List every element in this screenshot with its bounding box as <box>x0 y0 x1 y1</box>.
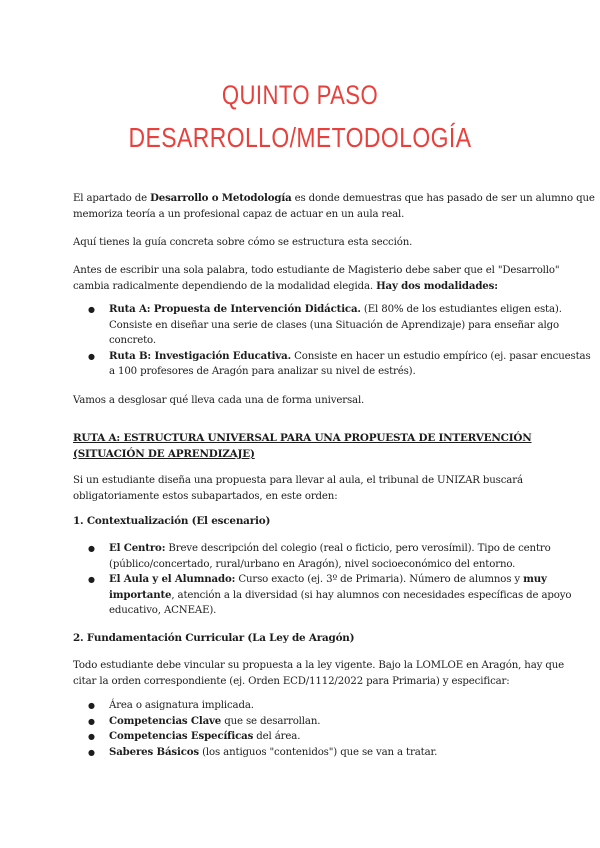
section-2-list <box>73 698 535 760</box>
modalities-list <box>73 302 591 380</box>
list-item: ● Ruta A: Propuesta de Intervención Didáctica. (El 80% de los estudiantes eligen esta). Consiste en diseñar una serie de clases (una Situación de Aprendizaje) para enseñar algo concreto. <box>73 302 535 349</box>
list-item: ● Área o asignatura implicada. <box>73 698 535 714</box>
route-a-intro: Si un estudiante diseña una propuesta para llevar al aula, el tribunal de UNIZAR buscará obligatoriamente estos subapartados, en este orden: <box>73 475 523 502</box>
breakdown-paragraph: Vamos a desglosar qué lleva cada una de forma universal. <box>73 395 365 406</box>
list-item: ● Ruta B: Investigación Educativa. Consiste en hacer un estudio empírico (ej. pasar encuestas a 100 profesores de Aragón para analizar su nivel de estrés). <box>73 349 535 380</box>
intro-paragraph-2: Aquí tienes la guía concreta sobre cómo se estructura esta sección. <box>73 237 413 248</box>
list-item: ● El Centro: Breve descripción del colegio (real o ficticio, pero verosímil). Tipo de centro (público/concertado, rural/urbano en Aragón), nivel socioeconómico del entorno. <box>73 541 535 572</box>
list-item: ● Competencias Específicas del área. <box>73 729 535 745</box>
section-1-heading: 1. Contextualización (El escenario) <box>73 515 271 527</box>
page-title: QUINTO PASO <box>221 80 379 110</box>
section-1-list <box>73 541 572 619</box>
list-item: ● El Aula y el Alumnado: Curso exacto (ej. 3º de Primaria). Número de alumnos y muy importante, atención a la diversidad (si hay alumnos con necesidades específicas de apoyo educativo, ACNEAE). <box>73 572 535 619</box>
section-2-heading: 2. Fundamentación Curricular (La Ley de Aragón) <box>73 632 355 644</box>
section-2-paragraph: Todo estudiante debe vincular su propuesta a la ley vigente. Bajo la LOMLOE en Aragón, hay que citar la orden correspondiente (ej. Orden ECD/1112/2022 para Primaria) y especificar: <box>73 660 564 687</box>
route-a-heading: RUTA A: ESTRUCTURA UNIVERSAL PARA UNA PROPUESTA DE INTERVENCIÓN (SITUACIÓN DE APRENDIZAJE) <box>73 432 532 460</box>
intro-paragraph-1: El apartado de Desarrollo o Metodología es donde demuestras que has pasado de ser un alumno que memoriza teoría a un profesional capaz de actuar en un aula real. <box>73 192 595 220</box>
page-subtitle: DESARROLLO/METODOLOGÍA <box>128 122 472 153</box>
list-item: ● Saberes Básicos (los antiguos "contenidos") que se van a tratar. <box>73 745 535 761</box>
intro-paragraph-3: Antes de escribir una sola palabra, todo estudiante de Magisterio debe saber que el "Desarrollo" cambia radicalmente dependiendo de la modalidad elegida. Hay dos modalidades: <box>73 265 560 292</box>
list-item: ● Competencias Clave que se desarrollan. <box>73 714 535 730</box>
